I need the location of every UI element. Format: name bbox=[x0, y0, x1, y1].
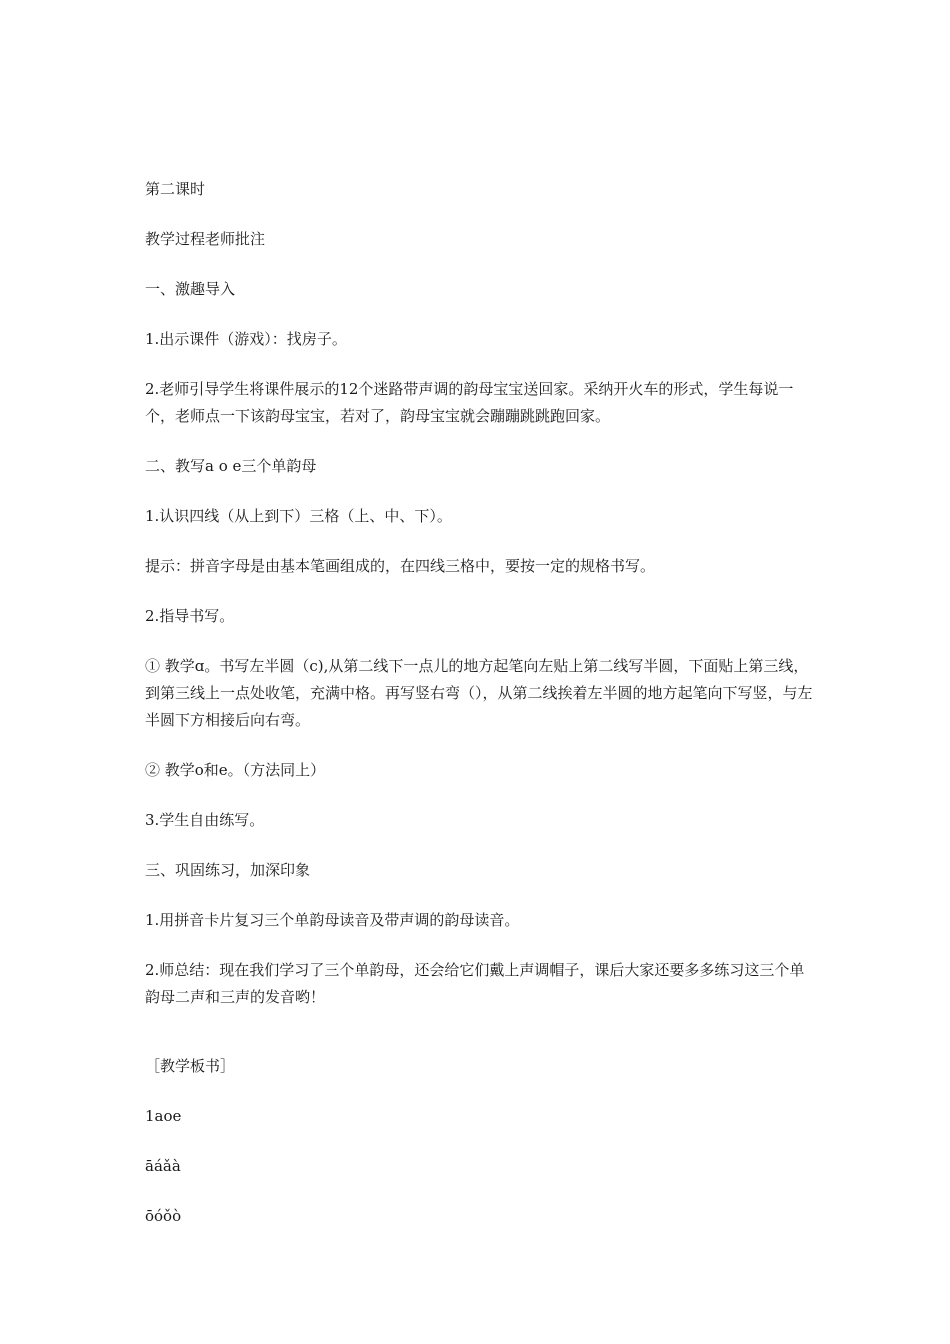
paragraph: ② 教学o和e。（方法同上） bbox=[145, 761, 326, 779]
paragraph: 2.老师引导学生将课件展示的12个迷路带声调的韵母宝宝送回家。采纳开火车的形式，学生每说一个，老师点一下该韵母宝宝，若对了，韵母宝宝就会蹦蹦跳跳跑回家。 bbox=[145, 380, 794, 425]
lesson-title: 第二课时 bbox=[145, 180, 206, 198]
paragraph: 1.出示课件（游戏）：找房子。 bbox=[145, 330, 347, 348]
paragraph: 2.师总结：现在我们学习了三个单韵母，还会给它们戴上声调帽子，课后大家还要多多练习这三个单韵母二声和三声的发音哟！ bbox=[145, 961, 805, 1006]
document-body bbox=[145, 176, 815, 1253]
section-heading-3: 三、巩固练习，加深印象 bbox=[145, 861, 311, 879]
board-heading: ［教学板书］ bbox=[145, 1057, 236, 1075]
tip-paragraph: 提示：拼音字母是由基本笔画组成的，在四线三格中，要按一定的规格书写。 bbox=[145, 557, 656, 575]
paragraph: 3.学生自由练写。 bbox=[145, 811, 265, 829]
board-line: 1aoe bbox=[145, 1107, 182, 1125]
paragraph: 1.认识四线（从上到下）三格（上、中、下）。 bbox=[145, 507, 452, 525]
section-heading-2: 二、教写a o e三个单韵母 bbox=[145, 457, 317, 475]
board-line: āáǎà bbox=[145, 1157, 181, 1175]
section-label: 教学过程老师批注 bbox=[145, 230, 266, 248]
section-heading-1: 一、激趣导入 bbox=[145, 280, 236, 298]
paragraph: 2.指导书写。 bbox=[145, 607, 235, 625]
board-line: ōóǒò bbox=[145, 1207, 182, 1225]
paragraph: ① 教学ɑ。书写左半圆（c),从第二线下一点儿的地方起笔向左贴上第二线写半圆，下面贴上第三线，到第三线上一点处收笔，充满中格。再写竖右弯（），从第二线挨着左半圆的地方起笔向下写竖，与左半圆下方相接后向右弯。 bbox=[145, 657, 813, 729]
paragraph: 1.用拼音卡片复习三个单韵母读音及带声调的韵母读音。 bbox=[145, 911, 520, 929]
